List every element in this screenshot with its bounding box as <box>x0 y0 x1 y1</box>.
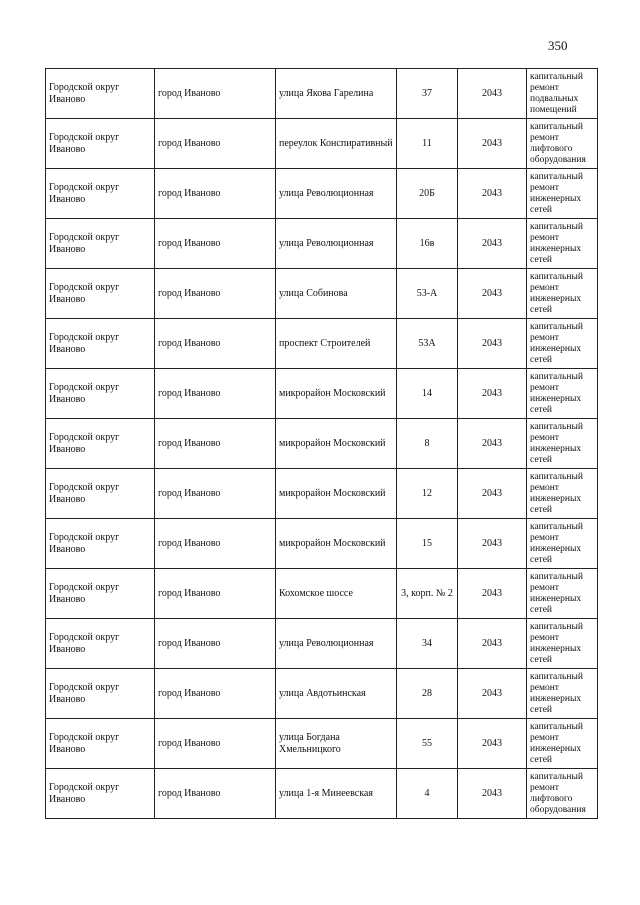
cell-work: капитальный ремонт инженерных сетей <box>527 669 598 719</box>
cell-street: микрорайон Московский <box>276 419 397 469</box>
cell-house: 34 <box>397 619 458 669</box>
cell-municipality: Городской округ Иваново <box>46 169 155 219</box>
cell-municipality: Городской округ Иваново <box>46 719 155 769</box>
table-row <box>46 519 598 569</box>
cell-house: 28 <box>397 669 458 719</box>
cell-municipality: Городской округ Иваново <box>46 769 155 819</box>
cell-year: 2043 <box>458 619 527 669</box>
cell-work: капитальный ремонт подвальных помещений <box>527 69 598 119</box>
cell-year: 2043 <box>458 369 527 419</box>
cell-house: 55 <box>397 719 458 769</box>
cell-street: улица Авдотьинская <box>276 669 397 719</box>
cell-settlement: город Иваново <box>155 619 276 669</box>
cell-street: улица Якова Гарелина <box>276 69 397 119</box>
cell-work: капитальный ремонт инженерных сетей <box>527 369 598 419</box>
cell-work: капитальный ремонт лифтового оборудования <box>527 119 598 169</box>
cell-work: капитальный ремонт инженерных сетей <box>527 719 598 769</box>
cell-year: 2043 <box>458 569 527 619</box>
cell-year: 2043 <box>458 269 527 319</box>
cell-street: улица 1-я Минеевская <box>276 769 397 819</box>
cell-house: 12 <box>397 469 458 519</box>
cell-year: 2043 <box>458 319 527 369</box>
cell-municipality: Городской округ Иваново <box>46 519 155 569</box>
cell-house: 14 <box>397 369 458 419</box>
table-row <box>46 419 598 469</box>
cell-municipality: Городской округ Иваново <box>46 119 155 169</box>
cell-settlement: город Иваново <box>155 719 276 769</box>
table-row <box>46 319 598 369</box>
cell-settlement: город Иваново <box>155 119 276 169</box>
cell-street: улица Революционная <box>276 619 397 669</box>
cell-settlement: город Иваново <box>155 369 276 419</box>
cell-house: 15 <box>397 519 458 569</box>
cell-work: капитальный ремонт инженерных сетей <box>527 419 598 469</box>
cell-settlement: город Иваново <box>155 519 276 569</box>
table-row <box>46 219 598 269</box>
cell-municipality: Городской округ Иваново <box>46 469 155 519</box>
cell-municipality: Городской округ Иваново <box>46 619 155 669</box>
table-row <box>46 69 598 119</box>
cell-house: 53-А <box>397 269 458 319</box>
cell-year: 2043 <box>458 419 527 469</box>
cell-municipality: Городской округ Иваново <box>46 319 155 369</box>
cell-work: капитальный ремонт инженерных сетей <box>527 319 598 369</box>
cell-settlement: город Иваново <box>155 169 276 219</box>
cell-street: переулок Конспиративный <box>276 119 397 169</box>
cell-work: капитальный ремонт инженерных сетей <box>527 469 598 519</box>
cell-year: 2043 <box>458 469 527 519</box>
cell-settlement: город Иваново <box>155 419 276 469</box>
cell-settlement: город Иваново <box>155 569 276 619</box>
cell-settlement: город Иваново <box>155 69 276 119</box>
cell-street: Кохомское шоссе <box>276 569 397 619</box>
cell-street: улица Революционная <box>276 219 397 269</box>
cell-settlement: город Иваново <box>155 219 276 269</box>
cell-work: капитальный ремонт инженерных сетей <box>527 519 598 569</box>
table-row <box>46 269 598 319</box>
cell-year: 2043 <box>458 119 527 169</box>
cell-year: 2043 <box>458 169 527 219</box>
cell-municipality: Городской округ Иваново <box>46 669 155 719</box>
cell-house: 20Б <box>397 169 458 219</box>
cell-street: улица Собинова <box>276 269 397 319</box>
cell-year: 2043 <box>458 669 527 719</box>
table-row <box>46 619 598 669</box>
housing-repair-table <box>45 68 598 819</box>
cell-year: 2043 <box>458 769 527 819</box>
cell-municipality: Городской округ Иваново <box>46 569 155 619</box>
cell-work: капитальный ремонт инженерных сетей <box>527 219 598 269</box>
table-row <box>46 169 598 219</box>
cell-work: капитальный ремонт инженерных сетей <box>527 269 598 319</box>
cell-municipality: Городской округ Иваново <box>46 219 155 269</box>
table-row <box>46 369 598 419</box>
cell-street: улица Богдана Хмельницкого <box>276 719 397 769</box>
cell-municipality: Городской округ Иваново <box>46 419 155 469</box>
cell-year: 2043 <box>458 519 527 569</box>
table-row <box>46 769 598 819</box>
cell-year: 2043 <box>458 719 527 769</box>
cell-house: 16в <box>397 219 458 269</box>
cell-municipality: Городской округ Иваново <box>46 369 155 419</box>
cell-house: 37 <box>397 69 458 119</box>
cell-street: улица Революционная <box>276 169 397 219</box>
cell-house: 11 <box>397 119 458 169</box>
cell-municipality: Городской округ Иваново <box>46 69 155 119</box>
table-row <box>46 119 598 169</box>
cell-work: капитальный ремонт инженерных сетей <box>527 619 598 669</box>
cell-work: капитальный ремонт инженерных сетей <box>527 169 598 219</box>
cell-settlement: город Иваново <box>155 769 276 819</box>
cell-street: микрорайон Московский <box>276 369 397 419</box>
table-row <box>46 569 598 619</box>
cell-street: микрорайон Московский <box>276 519 397 569</box>
cell-house: 8 <box>397 419 458 469</box>
page-number: 350 <box>548 38 568 53</box>
cell-house: 3, корп. № 2 <box>397 569 458 619</box>
cell-year: 2043 <box>458 219 527 269</box>
table-row <box>46 669 598 719</box>
cell-settlement: город Иваново <box>155 669 276 719</box>
table-body <box>46 69 598 819</box>
cell-settlement: город Иваново <box>155 269 276 319</box>
table-row <box>46 469 598 519</box>
cell-work: капитальный ремонт лифтового оборудования <box>527 769 598 819</box>
cell-house: 53А <box>397 319 458 369</box>
cell-municipality: Городской округ Иваново <box>46 269 155 319</box>
cell-settlement: город Иваново <box>155 469 276 519</box>
cell-year: 2043 <box>458 69 527 119</box>
table-row <box>46 719 598 769</box>
cell-street: проспект Строителей <box>276 319 397 369</box>
cell-house: 4 <box>397 769 458 819</box>
cell-work: капитальный ремонт инженерных сетей <box>527 569 598 619</box>
cell-settlement: город Иваново <box>155 319 276 369</box>
cell-street: микрорайон Московский <box>276 469 397 519</box>
